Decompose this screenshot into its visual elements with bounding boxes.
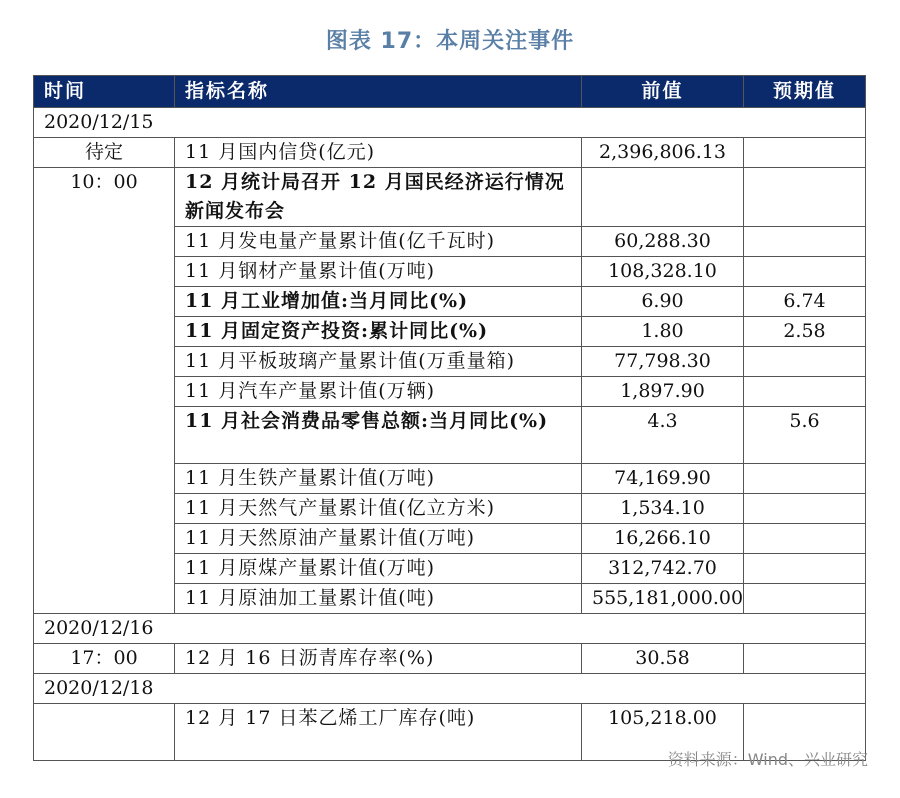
previous-cell: 4.3 [582, 407, 744, 464]
expected-cell: 6.74 [744, 287, 866, 317]
expected-cell [744, 464, 866, 494]
previous-cell: 105,218.00 [582, 704, 744, 761]
date-cell: 2020/12/15 [34, 108, 866, 138]
indicator-cell: 11 月生铁产量累计值(万吨) [175, 464, 582, 494]
table-row [34, 138, 866, 168]
table-row [34, 168, 866, 227]
expected-cell [744, 347, 866, 377]
indicator-cell: 11 月社会消费品零售总额:当月同比(%) [175, 407, 582, 464]
previous-cell: 77,798.30 [582, 347, 744, 377]
previous-cell: 2,396,806.13 [582, 138, 744, 168]
expected-cell [744, 584, 866, 614]
expected-cell [744, 138, 866, 168]
header-indicator: 指标名称 [175, 76, 582, 108]
indicator-cell: 12 月 16 日沥青库存率(%) [175, 644, 582, 674]
header-time: 时间 [34, 76, 175, 108]
previous-cell: 6.90 [582, 287, 744, 317]
previous-cell: 16,266.10 [582, 524, 744, 554]
time-cell: 10：00 [34, 168, 175, 614]
indicator-cell: 11 月天然气产量累计值(亿立方米) [175, 494, 582, 524]
indicator-cell: 11 月发电量产量累计值(亿千瓦时) [175, 227, 582, 257]
table-title: 图表 17：本周关注事件 [325, 29, 575, 54]
previous-cell: 312,742.70 [582, 554, 744, 584]
header-previous: 前值 [582, 76, 744, 108]
time-cell [34, 704, 175, 761]
indicator-cell: 11 月固定资产投资:累计同比(%) [175, 317, 582, 347]
expected-cell [744, 554, 866, 584]
table-row [34, 644, 866, 674]
indicator-cell: 11 月汽车产量累计值(万辆) [175, 377, 582, 407]
date-row [34, 614, 866, 644]
expected-cell [744, 227, 866, 257]
expected-cell [744, 644, 866, 674]
indicator-cell: 11 月天然原油产量累计值(万吨) [175, 524, 582, 554]
date-cell: 2020/12/18 [34, 674, 866, 704]
expected-cell: 2.58 [744, 317, 866, 347]
previous-cell: 60,288.30 [582, 227, 744, 257]
indicator-cell: 11 月原油加工量累计值(吨) [175, 584, 582, 614]
expected-cell [744, 494, 866, 524]
indicator-cell: 11 月国内信贷(亿元) [175, 138, 582, 168]
time-cell: 17：00 [34, 644, 175, 674]
header-row [34, 76, 866, 108]
source-note: 资料来源：Wind、兴业研究 [667, 750, 868, 769]
indicator-cell: 11 月平板玻璃产量累计值(万重量箱) [175, 347, 582, 377]
previous-cell: 555,181,000.00 [582, 584, 744, 614]
date-cell: 2020/12/16 [34, 614, 866, 644]
expected-cell [744, 257, 866, 287]
previous-cell: 1,534.10 [582, 494, 744, 524]
indicator-cell: 11 月钢材产量累计值(万吨) [175, 257, 582, 287]
previous-cell: 1.80 [582, 317, 744, 347]
expected-cell [744, 377, 866, 407]
indicator-cell: 11 月工业增加值:当月同比(%) [175, 287, 582, 317]
previous-cell: 1,897.90 [582, 377, 744, 407]
date-row [34, 108, 866, 138]
indicator-cell: 12 月统计局召开 12 月国民经济运行情况新闻发布会 [175, 168, 582, 227]
previous-cell: 30.58 [582, 644, 744, 674]
time-cell: 待定 [34, 138, 175, 168]
table-body [34, 108, 866, 761]
previous-cell: 108,328.10 [582, 257, 744, 287]
events-table [33, 75, 866, 761]
date-row [34, 674, 866, 704]
expected-cell [744, 168, 866, 227]
indicator-cell: 12 月 17 日苯乙烯工厂库存(吨) [175, 704, 582, 761]
expected-cell: 5.6 [744, 407, 866, 464]
expected-cell [744, 524, 866, 554]
header-expected: 预期值 [744, 76, 866, 108]
indicator-cell: 11 月原煤产量累计值(万吨) [175, 554, 582, 584]
previous-cell [582, 168, 744, 227]
previous-cell: 74,169.90 [582, 464, 744, 494]
